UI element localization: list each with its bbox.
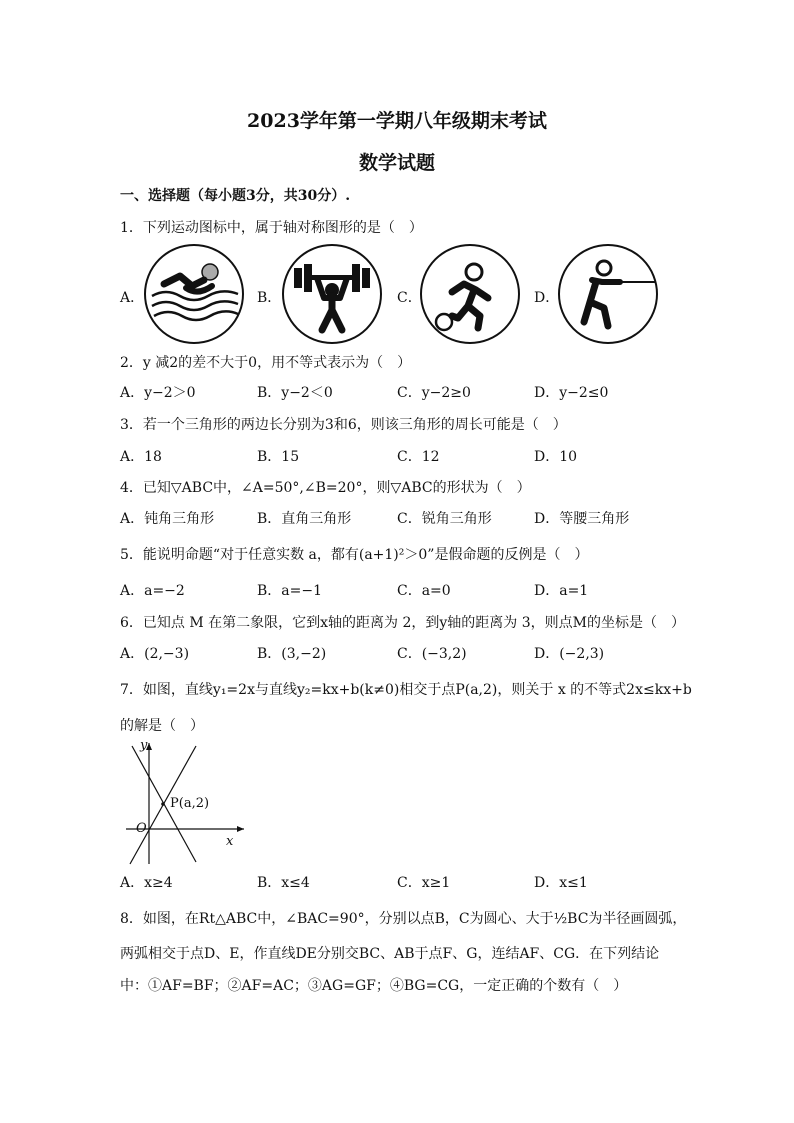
q5-option-c: C．a=0 (397, 583, 451, 599)
q6-option-c: C．(−3,2) (397, 646, 467, 662)
q2-option-b: B．y−2＜0 (257, 385, 333, 401)
q4-option-c: C．锐角三角形 (397, 511, 492, 527)
section-heading: 一、选择题（每小题3分，共30分）. (120, 188, 351, 204)
q2-option-d: D．y−2≤0 (534, 385, 609, 401)
exam-subtitle: 数学试题 (358, 152, 435, 174)
runner-with-ball-icon (420, 244, 520, 344)
q1-option-c-label: C． (397, 290, 422, 306)
figure-origin-label: O (136, 821, 147, 836)
question-4-stem: 4．已知▽ABC中，∠A=50°,∠B=20°，则▽ABC的形状为（ ） (120, 480, 531, 496)
q4-option-d: D．等腰三角形 (534, 511, 630, 527)
q2-option-c: C．y−2≥0 (397, 385, 471, 401)
q3-option-b: B．15 (257, 449, 300, 465)
question-8-stem-line3: 中：①AF=BF；②AF=AC；③AG=GF；④BG=CG，一定正确的个数有（ ） (120, 978, 628, 994)
q1-option-b-label: B． (257, 290, 282, 306)
question-8-stem-line1: 8．如图，在Rt△ABC中，∠BAC=90°，分别以点B，C为圆心、大于½BC为半径画圆弧， (120, 911, 687, 927)
figure-point-label: P(a,2) (170, 796, 210, 811)
figure-x-label: x (226, 834, 234, 849)
q3-option-d: D．10 (534, 449, 578, 465)
question-6-stem: 6．已知点 M 在第二象限，它到x轴的距离为 2，到y轴的距离为 3，则点M的坐标是（ ） (120, 615, 685, 631)
q7-option-a: A．x≥4 (120, 875, 173, 891)
q3-option-c: C．12 (397, 449, 440, 465)
q6-option-b: B．(3,−2) (257, 646, 327, 662)
q4-option-b: B．直角三角形 (257, 511, 352, 527)
q2-option-a: A．y−2＞0 (120, 385, 196, 401)
q6-option-a: A．(2,−3) (120, 646, 190, 662)
question-8-stem-line2: 两弧相交于点D、E，作直线DE分别交BC、AB于点F、G，连结AF、CG．在下列结论 (120, 946, 660, 962)
swimmer-icon (144, 244, 244, 344)
q7-option-d: D．x≤1 (534, 875, 588, 891)
q1-option-a-label: A． (120, 290, 145, 306)
q6-option-d: D．(−2,3) (534, 646, 605, 662)
figure-y-label: y (140, 738, 148, 753)
q3-option-a: A．18 (120, 449, 162, 465)
exam-title: 2023学年第一学期八年级期末考试 (247, 110, 547, 132)
q4-option-a: A．钝角三角形 (120, 511, 215, 527)
q7-option-c: C．x≥1 (397, 875, 451, 891)
question-3-stem: 3．若一个三角形的两边长分别为3和6，则该三角形的周长可能是（ ） (120, 417, 567, 433)
question-1-stem: 1．下列运动图标中，属于轴对称图形的是（ ） (120, 220, 423, 236)
q5-option-a: A．a=−2 (120, 583, 185, 599)
question-2-stem: 2．y 减2的差不大于0，用不等式表示为（ ） (120, 355, 412, 371)
q1-option-d-label: D． (534, 290, 560, 306)
fencer-icon (558, 244, 658, 344)
q5-option-b: B．a=−1 (257, 583, 323, 599)
question-7-stem: 7．如图，直线y₁=2x与直线y₂=kx+b(k≠0)相交于点P(a,2)，则关于 x 的不等式2x≤kx+b (120, 682, 692, 698)
question-5-stem: 5．能说明命题“对于任意实数 a，都有(a+1)²＞0”是假命题的反例是（ ） (120, 547, 589, 563)
weightlifter-icon (282, 244, 382, 344)
q7-option-b: B．x≤4 (257, 875, 310, 891)
question-7-stem-continued: 的解是（ ） (120, 718, 204, 734)
q7-figure (120, 738, 250, 868)
q5-option-d: D．a=1 (534, 583, 589, 599)
